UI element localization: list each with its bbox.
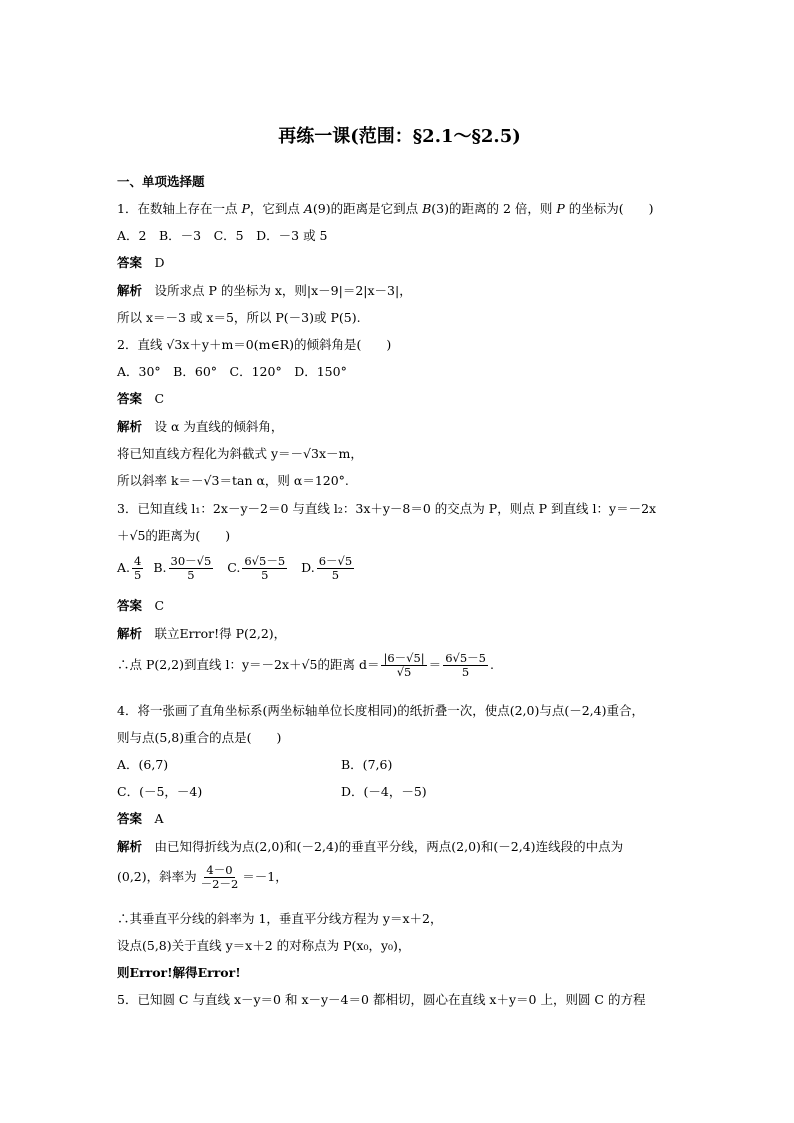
q2-options: A．30° B．60° C．120° D．150°	[117, 364, 347, 379]
q3-analysis-1: 解析 联立Error!得 P(2,2)，	[117, 626, 287, 641]
page-title: 再练一课(范围：§2.1～§2.5)	[278, 126, 521, 147]
q5-stem-1: 5．已知圆 C 与直线 x－y＝0 和 x－y－4＝0 都相切，圆心在直线 x＋y＝0 上，则圆 C 的方程	[117, 992, 646, 1007]
q4-stem-2: 则与点(5,8)重合的点是( )	[117, 730, 282, 745]
q4-analysis-4: 设点(5,8)关于直线 y＝x＋2 的对称点为 P(x₀，y₀)，	[117, 938, 411, 953]
q4-options-row-1: A．(6,7) B．(7,6)	[117, 757, 393, 772]
q4-analysis-3: ∴其垂直平分线的斜率为 1，垂直平分线方程为 y＝x＋2，	[117, 911, 443, 926]
q1-options: A．2 B．－3 C．5 D．－3 或 5	[117, 228, 328, 243]
q4-analysis-2: (0,2)，斜率为 $\frac{4-0}{-2-2}$ ＝－1，	[117, 863, 288, 891]
q3-option-a-fraction: $\frac{4}{5}$	[134, 554, 142, 582]
q3-option-b-fraction: $\frac{30-√5}{5}$	[170, 554, 212, 582]
section-heading: 一、单项选择题	[117, 174, 205, 189]
q2-analysis-1: 解析 设 α 为直线的倾斜角，	[117, 419, 284, 434]
q2-analysis-3: 所以斜率 k＝－√3＝tan α，则 α＝120°.	[117, 473, 349, 488]
q1-answer: 答案 D	[117, 255, 165, 270]
q4-stem-1: 4．将一张画了直角坐标系(两坐标轴单位长度相同)的纸折叠一次，使点(2,0)与点(－2,4)重合，	[117, 703, 644, 718]
q3-options: A. $\frac{4}{5}$ B. $\frac{30-√5}{5}$ C. $\frac{6√5-5}{5}$ D. $\frac{6-√5}{5}$	[117, 554, 353, 582]
q3-analysis-2: ∴点 P(2,2)到直线 l：y＝－2x＋√5的距离 d＝ $\frac{|6-√5|}{√5}$ ＝ $\frac{6√5-5}{5}$ .	[117, 651, 494, 679]
q4-analysis-5: 则Error!解得Error!	[117, 965, 241, 980]
q1-analysis-2: 所以 x＝－3 或 x＝5，所以 P(－3)或 P(5).	[117, 310, 361, 325]
q4-options-row-2: C．(－5，－4) D．(－4，－5)	[117, 784, 427, 799]
q3-distance-fraction-2: $\frac{6√5-5}{5}$	[445, 651, 486, 679]
q3-distance-fraction-1: $\frac{|6-√5|}{√5}$	[383, 651, 425, 679]
q4-slope-fraction: $\frac{4-0}{-2-2}$	[200, 863, 239, 891]
q4-answer: 答案 A	[117, 811, 164, 826]
q4-analysis-1: 解析 由已知得折线为点(2,0)和(－2,4)的垂直平分线，两点(2,0)和(－2,4)连线段的中点为	[117, 839, 624, 854]
q2-analysis-2: 将已知直线方程化为斜截式 y＝－√3x－m，	[117, 446, 363, 461]
q3-option-c-fraction: $\frac{6√5-5}{5}$	[244, 554, 286, 582]
q3-option-d-fraction: $\frac{6-√5}{5}$	[318, 554, 353, 582]
q2-stem: 2．直线 √3x＋y＋m＝0(m∈R)的倾斜角是( )	[117, 337, 392, 352]
q3-stem-2: ＋√5的距离为( )	[117, 528, 231, 543]
q3-stem-1: 3．已知直线 l₁：2x－y－2＝0 与直线 l₂：3x＋y－8＝0 的交点为 P，则点 P 到直线 l：y＝－2x	[117, 501, 657, 516]
q2-answer: 答案 C	[117, 391, 165, 406]
q1-analysis-1: 解析 设所求点 P 的坐标为 x，则|x－9|＝2|x－3|，	[117, 283, 412, 298]
q1-stem: 1．在数轴上存在一点 P，它到点 A(9)的距离是它到点 B(3)的距离的 2 倍，则 P 的坐标为( )	[117, 201, 654, 216]
q3-answer: 答案 C	[117, 598, 165, 613]
